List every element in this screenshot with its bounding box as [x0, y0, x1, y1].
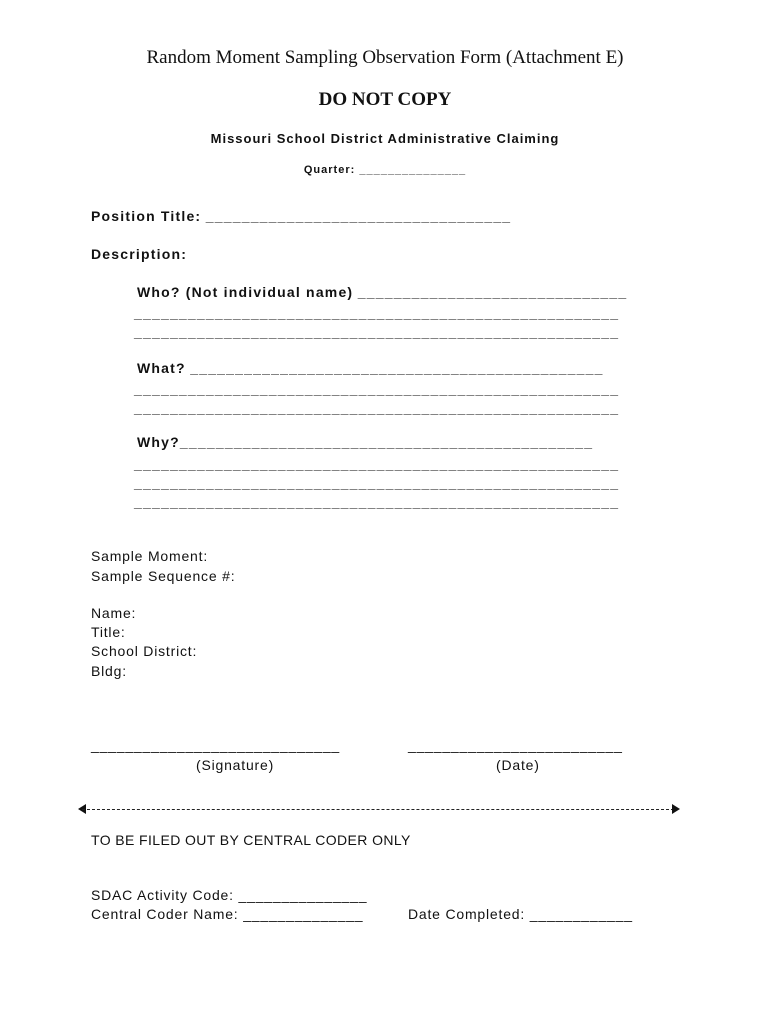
sdac-activity-code-field [91, 887, 367, 903]
sample-moment-label: Sample Moment: [91, 548, 209, 564]
what-label: What? [137, 360, 186, 376]
quarter-label: Quarter: [303, 164, 356, 176]
school-district-label: School District: [91, 643, 198, 659]
sample-sequence-label: Sample Sequence #: [91, 568, 236, 584]
why-label: Why? [137, 434, 180, 450]
what-field [137, 360, 604, 378]
who-line-2[interactable]: ______________________________________________________ [134, 305, 620, 321]
why-line-3[interactable]: ______________________________________________________ [134, 475, 620, 491]
sdac-activity-code-label: SDAC Activity Code: [91, 887, 234, 903]
central-coder-heading: TO BE FILED OUT BY CENTRAL CODER ONLY [91, 832, 411, 848]
quarter-blank[interactable]: _______________ [359, 164, 467, 176]
sdac-activity-code-blank[interactable]: _______________ [238, 887, 368, 903]
position-title-blank[interactable]: __________________________________ [205, 208, 512, 224]
what-line-3[interactable]: ______________________________________________________ [134, 400, 620, 416]
who-label: Who? (Not individual name) [137, 284, 354, 300]
what-blank[interactable]: ______________________________________________ [190, 360, 604, 376]
what-line-2[interactable]: ______________________________________________________ [134, 381, 620, 397]
form-title: Random Moment Sampling Observation Form (Attachment E) [146, 47, 624, 68]
signature-line[interactable]: _____________________________ [91, 737, 340, 753]
who-field [137, 284, 627, 302]
bldg-label: Bldg: [91, 663, 127, 679]
quarter-field [0, 164, 770, 176]
central-coder-name-blank[interactable]: ______________ [243, 906, 364, 922]
name-label: Name: [91, 605, 137, 621]
title-label: Title: [91, 624, 126, 640]
why-field [137, 434, 593, 452]
why-blank[interactable]: ______________________________________________ [179, 434, 594, 450]
do-not-copy-notice: DO NOT COPY [318, 89, 452, 110]
why-line-2[interactable]: ______________________________________________________ [134, 456, 620, 472]
who-blank[interactable]: ______________________________ [357, 284, 628, 300]
date-completed-field [408, 906, 633, 922]
why-line-4[interactable]: ______________________________________________________ [134, 494, 620, 510]
dashed-divider [82, 809, 674, 810]
position-title-label: Position Title: [91, 208, 202, 224]
central-coder-name-label: Central Coder Name: [91, 906, 239, 922]
central-coder-name-field [91, 906, 363, 922]
who-line-3[interactable]: ______________________________________________________ [134, 324, 620, 340]
description-label: Description: [91, 246, 188, 262]
date-caption: (Date) [496, 757, 540, 773]
arrow-right-icon [672, 804, 680, 814]
organization-heading: Missouri School District Administrative Claiming [210, 131, 560, 146]
signature-caption: (Signature) [196, 757, 275, 773]
position-title-field [91, 208, 511, 226]
date-line[interactable]: _________________________ [408, 737, 623, 753]
date-completed-blank[interactable]: ____________ [529, 906, 633, 922]
date-completed-label: Date Completed: [408, 906, 526, 922]
